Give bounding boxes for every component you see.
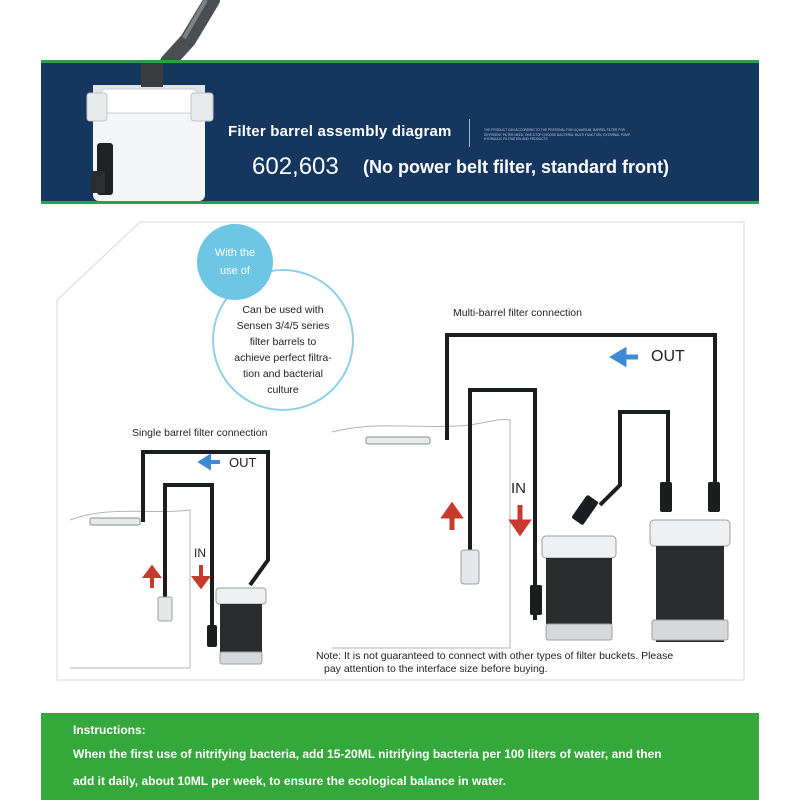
instructions-line: When the first use of nitrifying bacteria, add 15-20ML nitrifying bacteria per 100 liters of water, and then (73, 747, 662, 761)
single-in-label: IN (194, 546, 206, 560)
multi-label: Multi-barrel filter connection (453, 307, 582, 319)
fine-print: THE PRODUCT CAN ACCORDING TO THE PERSONAL FISH AQUARIUM, BARREL FILTER FOR DIFFERENT FILTER NEED, ONE-STOP CHOOSE BACTERIA; MULTI FUNCTION, EXTERNAL PUMP, HYDRAULIC FILTRATION AND PRODUCTS (484, 128, 631, 141)
bubble-heading-line: With the (214, 247, 256, 259)
single-label: Single barrel filter connection (132, 427, 268, 439)
single-strainer (158, 597, 172, 621)
multi-out-label: OUT (651, 348, 685, 365)
bubble-heading-line: use of (220, 265, 250, 277)
model-number: 602,603 (252, 153, 339, 180)
instructions-line: add it daily, about 10ML per week, to ensure the ecological balance in water. (73, 774, 507, 788)
multi-canister1-body (546, 558, 612, 624)
bubble-line: culture (267, 384, 299, 396)
single-canister-body (220, 604, 262, 652)
bubble-line: Can be used with (242, 304, 324, 316)
instructions-panel (41, 713, 759, 800)
compatibility-note (316, 650, 746, 676)
bubble-line: tion and bacterial (243, 368, 323, 380)
bubble-line: Sensen 3/4/5 series (236, 320, 330, 332)
bubble-line: achieve perfect filtra- (234, 352, 332, 364)
single-canister-lid (216, 588, 266, 604)
multi-canister2-lid (650, 520, 730, 546)
single-out-label: OUT (229, 455, 257, 470)
diagram-title: Filter barrel assembly diagram (228, 123, 452, 140)
bubble-line: filter barrels to (249, 336, 317, 348)
multi-in-label: IN (511, 480, 526, 497)
multi-spray-bar (366, 437, 430, 444)
single-spray-bar (90, 518, 140, 525)
model-description: (No power belt filter, standard front) (363, 157, 670, 177)
note-line: pay attention to the interface size before buying. (324, 663, 548, 675)
multi-canister1-lid (542, 536, 616, 558)
instructions-title: Instructions: (73, 723, 146, 737)
note-line: Note: It is not guaranteed to connect with other types of filter buckets. Please (316, 650, 674, 662)
multi-strainer (461, 550, 479, 584)
bubble-heading (200, 244, 270, 280)
bubble-text (214, 302, 352, 398)
